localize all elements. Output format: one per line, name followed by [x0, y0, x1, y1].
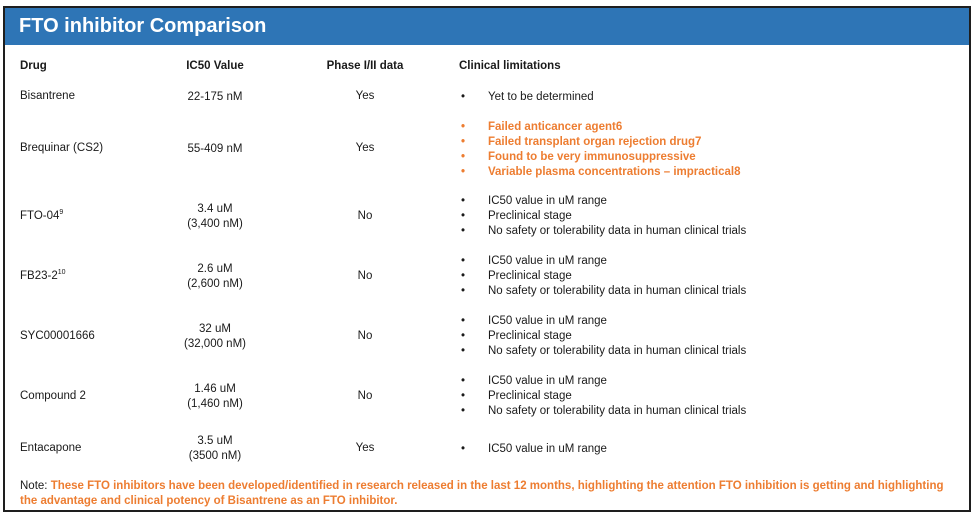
drug-name: SYC00001666 [20, 330, 95, 342]
header-drug: Drug [20, 60, 47, 72]
ic50-value: 55-409 nM [187, 143, 243, 155]
list-item: • No safety or tolerability data in human clinical trials [461, 225, 747, 237]
list-item: • No safety or tolerability data in human clinical trials [461, 345, 747, 357]
list-item: • IC50 value in uM range [461, 255, 607, 267]
phase-value: No [357, 270, 373, 282]
list-item: • Preclinical stage [461, 210, 572, 222]
comparison-slide [3, 6, 971, 512]
list-item: • IC50 value in uM range [461, 443, 607, 455]
drug-name: $FB23-2^{10}$ [20, 269, 66, 282]
list-item: • Preclinical stage [461, 330, 572, 342]
note-prefix: Note: [20, 480, 51, 492]
header-ic50: IC50 Value [186, 60, 244, 72]
drug-name: Bisantrene [20, 90, 75, 102]
note-text: These FTO inhibitors have been developed/identified in research released in the last 12 months, highlighting the attention FTO inhibition is getting and highlighting the advantage and clinical potency of Bisantrene as an FTO inhibitor. [20, 480, 944, 507]
header-phase: Phase I/II data [326, 60, 404, 72]
ic50-value: 32 uM (32,000 nM) [183, 323, 246, 350]
phase-value: Yes [355, 442, 375, 454]
limitations-list [459, 442, 607, 457]
footnote [20, 479, 945, 509]
limitations-list [459, 194, 746, 239]
phase-value: Yes [355, 90, 375, 102]
list-item: • IC50 value in uM range [461, 195, 607, 207]
limitations-list [459, 254, 746, 299]
drug-name: Compound 2 [20, 390, 86, 402]
list-item: • Failed transplant organ rejection drug7 [461, 136, 702, 148]
ic50-value: 3.5 uM (3500 nM) [188, 435, 242, 462]
list-item: • Yet to be determined [461, 91, 594, 103]
list-item: • IC50 value in uM range [461, 315, 607, 327]
list-item: • IC50 value in uM range [461, 375, 607, 387]
ic50-value: 22-175 nM [187, 91, 243, 103]
list-item: • Preclinical stage [461, 390, 572, 402]
drug-name: FTO-$04^9$ [20, 209, 64, 222]
list-item: • Found to be very immunosuppressive [461, 151, 696, 163]
ic50-value: 1.46 uM (1,460 nM) [187, 383, 243, 410]
drug-name: Brequinar (CS2) [20, 142, 104, 154]
ic50-value: 3.4 uM (3,400 nM) [187, 203, 243, 230]
list-item: • Failed anticancer agent6 [461, 121, 623, 133]
limitations-list [459, 90, 594, 105]
list-item: • No safety or tolerability data in human clinical trials [461, 405, 747, 417]
page-title: FTO inhibitor Comparison [5, 8, 969, 45]
ic50-value: 2.6 uM (2,600 nM) [187, 263, 243, 290]
phase-value: No [357, 210, 373, 222]
phase-value: No [357, 330, 373, 342]
list-item: • Preclinical stage [461, 270, 572, 282]
limitations-list [459, 374, 746, 419]
list-item: • No safety or tolerability data in human clinical trials [461, 285, 747, 297]
header-limitations: Clinical limitations [459, 60, 561, 72]
drug-name: Entacapone [20, 442, 82, 454]
limitations-list [459, 314, 746, 359]
list-item: • Variable plasma concentrations – impractical8 [461, 166, 741, 178]
limitations-list [459, 120, 740, 180]
phase-value: Yes [355, 142, 375, 154]
phase-value: No [357, 390, 373, 402]
